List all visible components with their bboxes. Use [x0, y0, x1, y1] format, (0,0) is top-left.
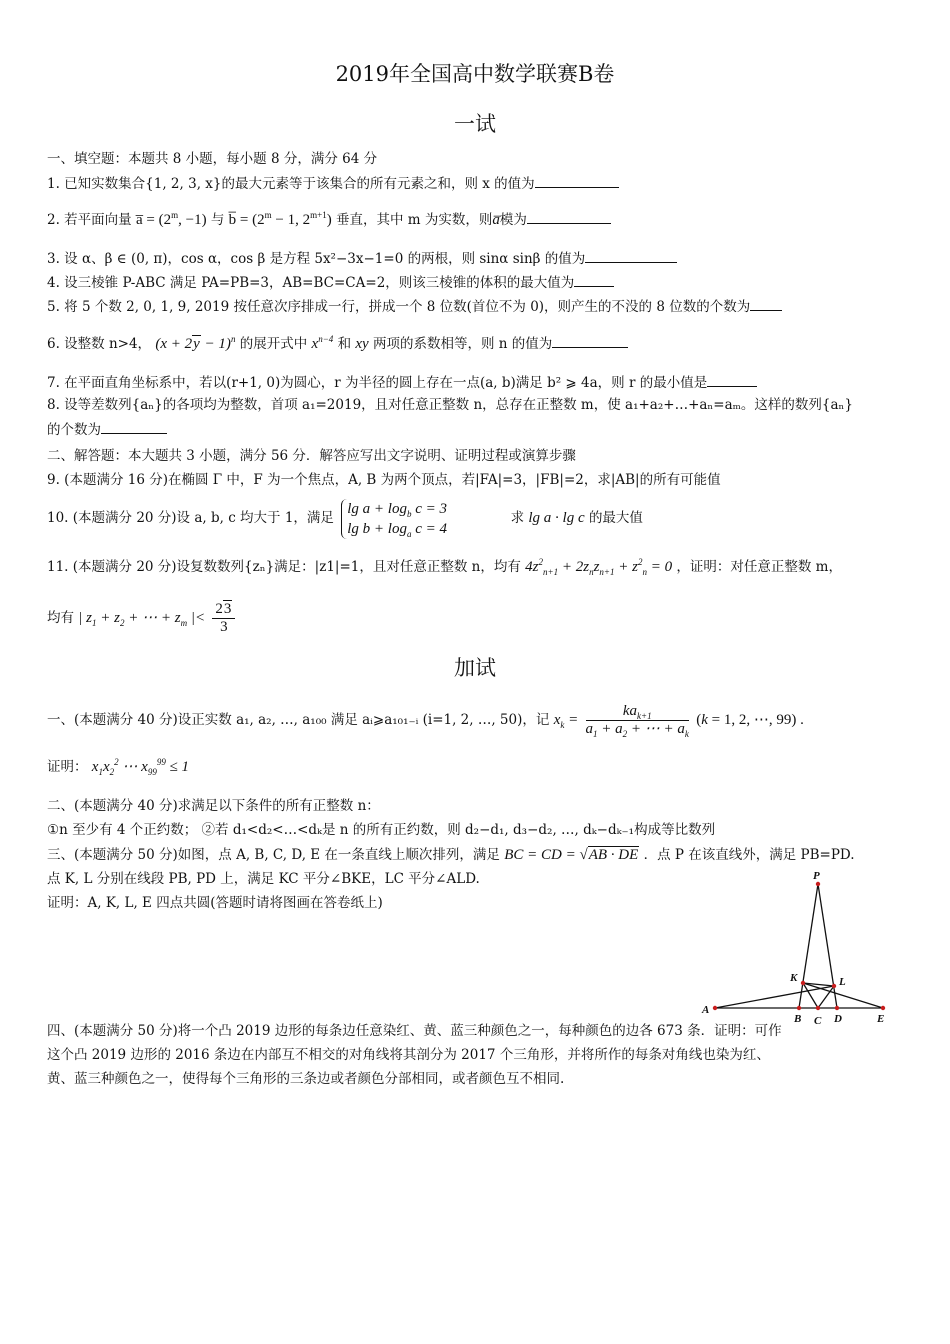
geometry-figure: [690, 868, 895, 1028]
formula-binomial: $(x + 2y - 1)^n$: [155, 334, 236, 352]
label-k: K: [790, 972, 798, 984]
question-8-line-2: 的个数为: [47, 420, 167, 439]
question-2: 2. 若平面向量 a̅ = ($2^m$, −1) 与 b̅ = ($2^m - 1$, $2^{m+1}$) 垂直，其中 m 为实数，则a̅模为: [47, 210, 611, 229]
answer-blank: [750, 297, 782, 311]
formula-system: $\lg a + \log_b c = 3$ $\lg b + \log_a c = 4$: [341, 499, 447, 539]
section2-header: 二、解答题：本大题共 3 小题，满分 56 分．解答应写出文字说明、证明过程或演算步骤: [47, 448, 576, 464]
formula-vector-a: a̅ = ($2^m$, −1): [135, 210, 207, 228]
label-b: B: [794, 1013, 802, 1025]
formula-xk: $x_k$ =: [553, 712, 579, 730]
question-5: 5. 将 5 个数 2, 0, 1, 9, 2019 按任意次序排成一行，拼成一个 8 位数(首位不为 0)，则产生的不没的 8 位数的个数为: [47, 297, 782, 316]
question-4: 4. 设三棱锥 P-ABC 满足 PA=PB=3，AB=BC=CA=2，则该三棱锥的体积的最大值为: [47, 273, 614, 292]
formula-product-ineq: $x_1x_2^2$ ⋯ $x_{99}^{99} \le 1$: [91, 757, 190, 777]
formula-vector-b: b̅ = ($2^m - 1$, $2^{m+1}$): [228, 210, 332, 228]
part2-title: 加试: [454, 656, 496, 680]
point-p: [816, 882, 820, 886]
label-c: C: [814, 1015, 822, 1027]
answer-blank: [535, 174, 619, 188]
formula-fraction: $\frac{23}{3}$: [212, 601, 235, 636]
question-3: 3. 设 α、β ∈ (0, π)，cos α，cos β 是方程 5x²−3x−1=0 的两根，则 sinα sinβ 的值为: [47, 249, 677, 268]
answer-blank: [707, 373, 757, 387]
question-10: 10. (本题满分 20 分)设 a, b, c 均大于 1，满足 $\lg a + \log_b c = 3$ $\lg b + \log_a c = 4$ 求 lg a · lg c 的最大值: [47, 500, 643, 539]
formula-bc-cd: BC = CD = √AB · DE: [504, 847, 639, 863]
point-l: [832, 984, 836, 988]
problem-1: 一、(本题满分 40 分)设正实数 a₁, a₂, …, a₁₀₀ 满足 aᵢ⩾a₁₀₁₋ᵢ (i=1, 2, …, 50)，记 $x_k$ = $\frac{ka_{k+1}}{a_1 + a_2 + \cdots + a_k}$ (k = 1, 2, ⋯, 99) .: [47, 703, 804, 739]
part1-title: 一试: [454, 112, 496, 136]
answer-blank: [101, 420, 167, 434]
page-title: 2019年全国高中数学联赛B卷: [335, 62, 615, 86]
problem-3-line-2: 点 K, L 分别在线段 PB, PD 上，满足 KC 平分∠BKE，LC 平分∠ALD.: [47, 871, 480, 887]
point-e: [881, 1006, 885, 1010]
formula-sum-bound: | $z_1 + z_2$ + ⋯ + $z_m$ |<: [78, 610, 206, 628]
problem-3-line-1: 三、(本题满分 50 分)如图，点 A, B, C, D, E 在一条直线上顺次排列，满足 BC = CD = √AB · DE ．点 P 在该直线外，满足 PB=PD.: [47, 847, 855, 863]
point-b: [797, 1006, 801, 1010]
formula-term-2: xy: [355, 336, 369, 352]
question-6: 6. 设整数 n>4， $(x + 2y - 1)^n$ 的展开式中 $x^{n-4}$ 和 xy 两项的系数相等，则 n 的值为: [47, 334, 628, 353]
label-p: P: [813, 870, 820, 882]
answer-blank: [552, 334, 628, 348]
problem-1-proof: 证明： $x_1x_2^2$ ⋯ $x_{99}^{99} \le 1$: [47, 757, 190, 777]
segment-pd: [818, 884, 837, 1008]
answer-blank: [574, 273, 614, 287]
formula-xk-fraction: $\frac{ka_{k+1}}{a_1 + a_2 + \cdots + a_k}$: [585, 703, 689, 739]
answer-blank: [527, 210, 611, 224]
problem-4-line-1: 四、(本题满分 50 分)将一个凸 2019 边形的每条边任意染红、黄、蓝三种颜色之一，每种颜色的边各 673 条．证明：可作: [47, 1023, 782, 1039]
point-c: [816, 1006, 820, 1010]
problem-4-line-3: 黄、蓝三种颜色之一，使得每个三角形的三条边或者颜色分部相同，或者颜色互不相同.: [47, 1071, 565, 1087]
point-a: [713, 1006, 717, 1010]
segment-lc: [818, 986, 834, 1008]
problem-4-line-2: 这个凸 2019 边形的 2016 条边在内部互不相交的对角线将其剖分为 2017 个三角形，并将所作的每条对角线也染为红、: [47, 1047, 770, 1063]
answer-blank: [585, 249, 677, 263]
label-l: L: [839, 976, 846, 988]
question-8-line-1: 8. 设等差数列{aₙ}的各项均为整数，首项 a₁=2019，且对任意正整数 n，总存在正整数 m，使 a₁+a₂+…+aₙ=aₘ。这样的数列{aₙ}: [47, 397, 853, 413]
question-9: 9. (本题满分 16 分)在椭圆 Γ 中，F 为一个焦点，A, B 为两个顶点，若|FA|=3，|FB|=2，求|AB|的所有可能值: [47, 472, 721, 488]
formula-k-range: (k = 1, 2, ⋯, 99) .: [696, 712, 804, 728]
formula-product: lg a · lg c: [528, 510, 585, 526]
problem-2-line-1: 二、(本题满分 40 分)求满足以下条件的所有正整数 n：: [47, 798, 380, 814]
label-d: D: [834, 1013, 842, 1025]
question-11-line-1: 11. (本题满分 20 分)设复数数列{zₙ}满足：|z1|=1，且对任意正整数 n，均有 $4z^2_{n+1} + 2z_nz_{n+1} + z^2_n = 0$ ，证明：对任意正整数 m，: [47, 557, 842, 577]
formula-recurrence: $4z^2_{n+1} + 2z_nz_{n+1} + z^2_n = 0$: [525, 557, 673, 577]
question-11-line-2: 均有 | $z_1 + z_2$ + ⋯ + $z_m$ |< $\frac{23}{3}$: [47, 598, 238, 638]
question-1: 1. 已知实数集合{1, 2, 3, x}的最大元素等于该集合的所有元素之和，则 x 的值为: [47, 174, 619, 193]
point-d: [835, 1006, 839, 1010]
formula-term-1: $x^{n-4}$: [311, 334, 334, 352]
point-k: [801, 981, 805, 985]
problem-2-line-2: ①n 至少有 4 个正约数； ②若 d₁<d₂<…<dₖ是 n 的所有正约数，则 d₂−d₁, d₃−d₂, …, dₖ−dₖ₋₁构成等比数列: [47, 822, 716, 838]
question-7: 7. 在平面直角坐标系中，若以(r+1, 0)为圆心，r 为半径的圆上存在一点(a, b)满足 b² ⩾ 4a，则 r 的最小值是: [47, 373, 757, 392]
label-e: E: [877, 1013, 885, 1025]
label-a: A: [702, 1004, 710, 1016]
section1-header: 一、填空题：本题共 8 小题，每小题 8 分，满分 64 分: [47, 151, 378, 167]
problem-3-line-3: 证明：A, K, L, E 四点共圆(答题时请将图画在答卷纸上): [47, 895, 383, 911]
